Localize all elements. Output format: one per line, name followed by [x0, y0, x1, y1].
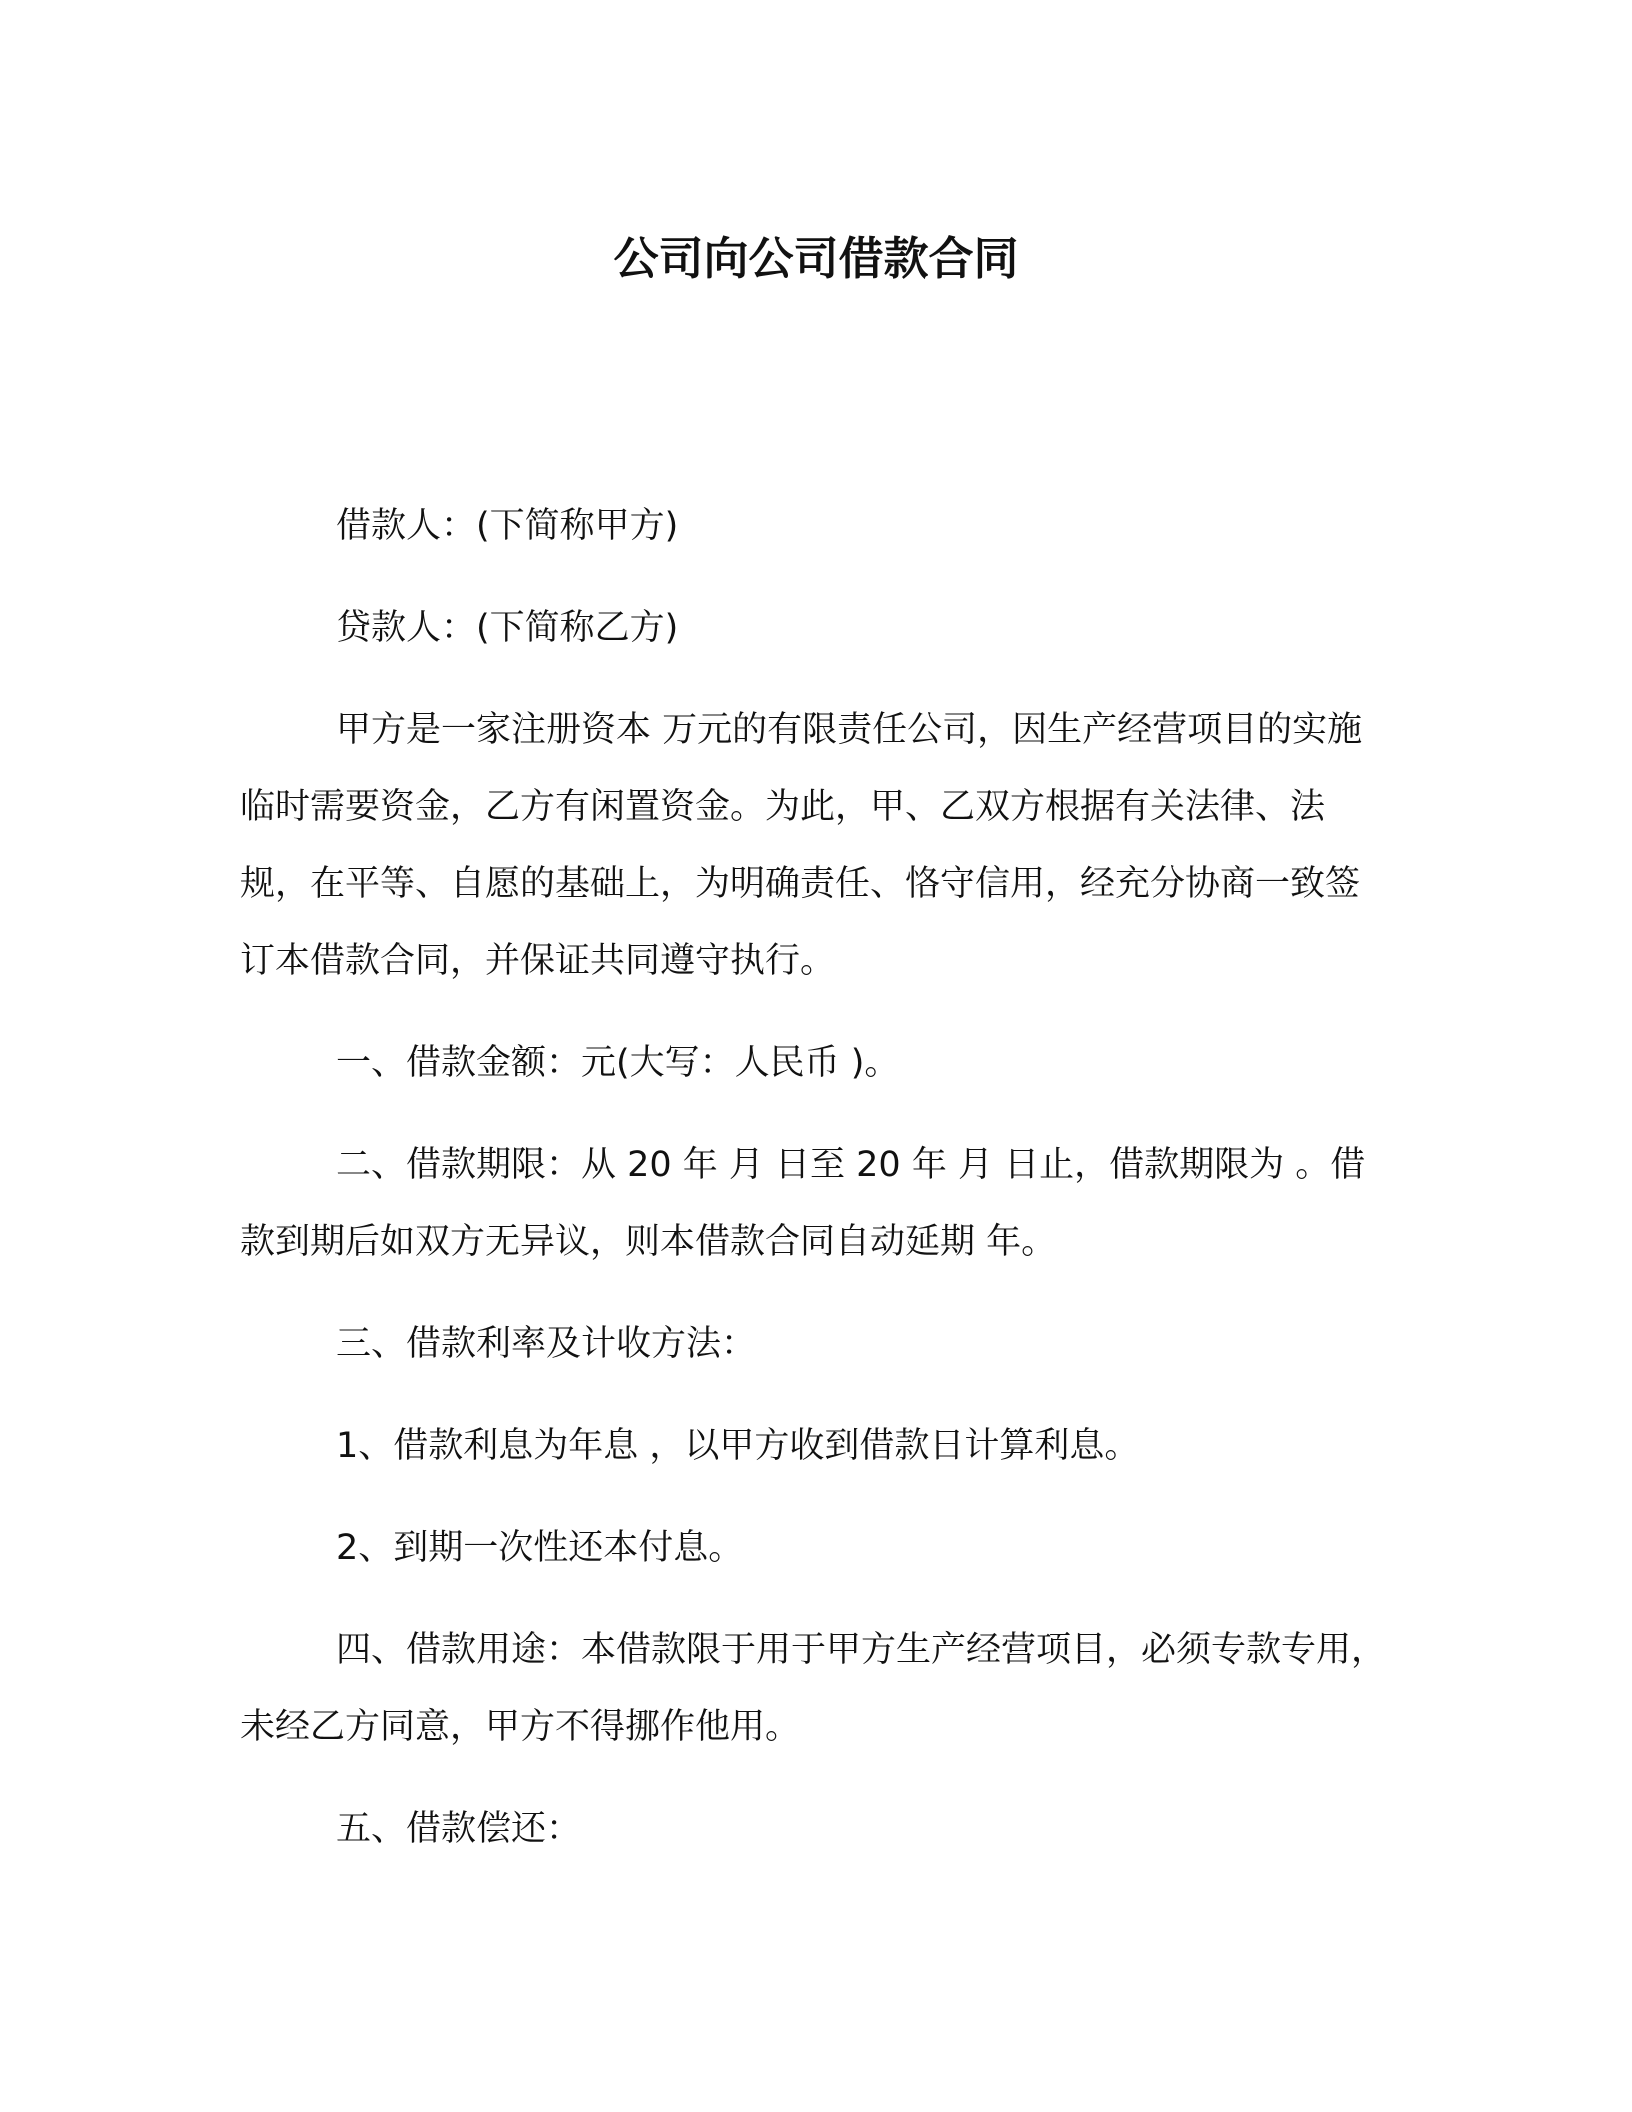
clause-interest-heading: 三、借款利率及计收方法：	[336, 1324, 757, 1364]
preamble-paragraph: 甲方是一家注册资本 万元的有限责任公司，因生产经营项目的实施临时需要资金，乙方有闲置资金。为此，甲、乙双方根据有关法律、法规，在平等、自愿的基础上，为明确责任、恪守信用，经充分协商一致签订本借款合同，并保证共同遵守执行。	[240, 710, 1363, 981]
lender-line: 贷款人：(下简称乙方)	[336, 608, 679, 648]
clause-interest-item-1: 1、借款利息为年息 ，以甲方收到借款日计算利息。	[336, 1426, 1140, 1466]
clause-loan-purpose: 四、借款用途：本借款限于用于甲方生产经营项目，必须专款专用，未经乙方同意，甲方不得挪作他用。	[240, 1630, 1387, 1747]
clause-interest-item-2: 2、到期一次性还本付息。	[336, 1528, 744, 1568]
clause-loan-term: 二、借款期限：从 20 年 月 日至 20 年 月 日止，借款期限为 。借款到期后如双方无异议，则本借款合同自动延期 年。	[240, 1145, 1366, 1262]
clause-loan-amount: 一、借款金额：元(大写：人民币 )。	[336, 1043, 900, 1083]
clause-repayment-heading: 五、借款偿还：	[336, 1809, 582, 1849]
document-title: 公司向公司借款合同	[613, 232, 1019, 285]
borrower-line: 借款人：(下简称甲方)	[336, 506, 679, 546]
